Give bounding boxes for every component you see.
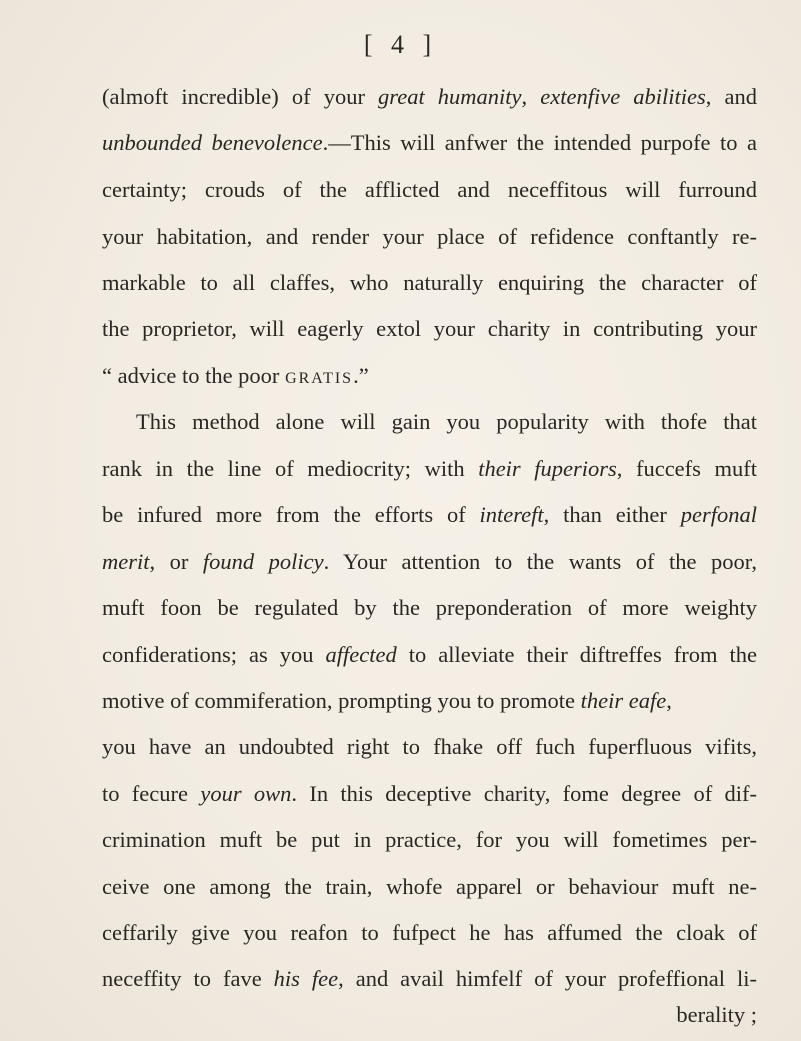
catchword: berality ; — [676, 1002, 757, 1027]
text-run: to fecure — [102, 781, 201, 806]
text-line — [102, 918, 757, 948]
text-run: , — [521, 84, 541, 109]
text-run: . In this deceptive charity, fome degree of dif- — [291, 781, 757, 806]
text-run: certainty; crouds of the afflicted and neceffitous will furround — [102, 177, 757, 202]
text-run: gratis — [285, 363, 354, 388]
text-run: to alleviate their diftreffes from the — [396, 642, 757, 667]
text-run: you have an undoubted right to fhake off fuch fuperfluous vifits, — [102, 734, 757, 759]
text-run: This method alone will gain you popularity with thofe that — [136, 409, 757, 434]
text-run: crimination muft be put in practice, for you will fometimes per- — [102, 827, 757, 852]
text-run: .—This will anfwer the intended purpofe to a — [322, 130, 757, 155]
text-run: , than either — [543, 502, 681, 527]
text-line — [102, 964, 757, 994]
text-line — [102, 82, 757, 112]
text-run: “ advice to the poor — [102, 363, 286, 388]
text-line — [102, 222, 757, 252]
text-run: markable to all claffes, who naturally enquiring the character of — [102, 270, 757, 295]
text-run: motive of commiferation, prompting you to promote — [102, 688, 581, 713]
text-line — [102, 779, 757, 809]
text-line — [102, 593, 757, 623]
text-line — [102, 268, 757, 298]
text-run: unbounded benevolence — [102, 130, 323, 155]
text-line — [102, 454, 757, 484]
text-run: intereft — [479, 502, 544, 527]
text-run: affected — [325, 642, 397, 667]
text-run: confiderations; as you — [102, 642, 326, 667]
text-run: perfonal — [680, 502, 757, 527]
text-line — [102, 686, 757, 716]
text-run: ceffarily give you reafon to fufpect he has affumed the cloak of — [102, 920, 757, 945]
text-run: , fuccefs muft — [616, 456, 757, 481]
text-run: muft foon be regulated by the preponderation of more weighty — [102, 595, 757, 620]
text-line — [102, 175, 757, 205]
text-line — [102, 825, 757, 855]
text-line — [136, 407, 757, 437]
text-run: ceive one among the train, whofe apparel or behaviour muft ne- — [102, 874, 757, 899]
text-run: (almoft incredible) of your — [102, 84, 379, 109]
text-run: their eafe — [580, 688, 667, 713]
text-line — [102, 872, 757, 902]
text-run: their fuperiors — [478, 456, 617, 481]
text-run: , or — [149, 549, 203, 574]
page-number: [ 4 ] — [363, 30, 438, 59]
text-run: merit — [102, 549, 150, 574]
text-line — [102, 500, 757, 530]
text-run: your own — [200, 781, 292, 806]
text-run: great humanity — [378, 84, 522, 109]
text-run: neceffity to fave — [102, 966, 274, 991]
text-run: . Your attention to the wants of the poor, — [323, 549, 757, 574]
text-run: , — [666, 688, 672, 713]
text-line — [102, 128, 757, 158]
text-line — [102, 547, 757, 577]
text-run: be infured more from the efforts of — [102, 502, 480, 527]
text-line — [102, 361, 757, 391]
text-line — [102, 732, 757, 762]
text-run: extenfive abilities — [540, 84, 706, 109]
text-run: the proprietor, will eagerly extol your charity in contributing your — [102, 316, 757, 341]
text-line — [102, 314, 757, 344]
text-run: .” — [353, 363, 369, 388]
text-run: , and — [705, 84, 757, 109]
text-run: your habitation, and render your place of refidence conftantly re- — [102, 224, 757, 249]
text-line — [102, 640, 757, 670]
text-run: rank in the line of mediocrity; with — [102, 456, 479, 481]
text-run: , and avail himfelf of your profeffional li- — [338, 966, 757, 991]
text-run: found policy — [202, 549, 324, 574]
text-run: his fee — [273, 966, 339, 991]
